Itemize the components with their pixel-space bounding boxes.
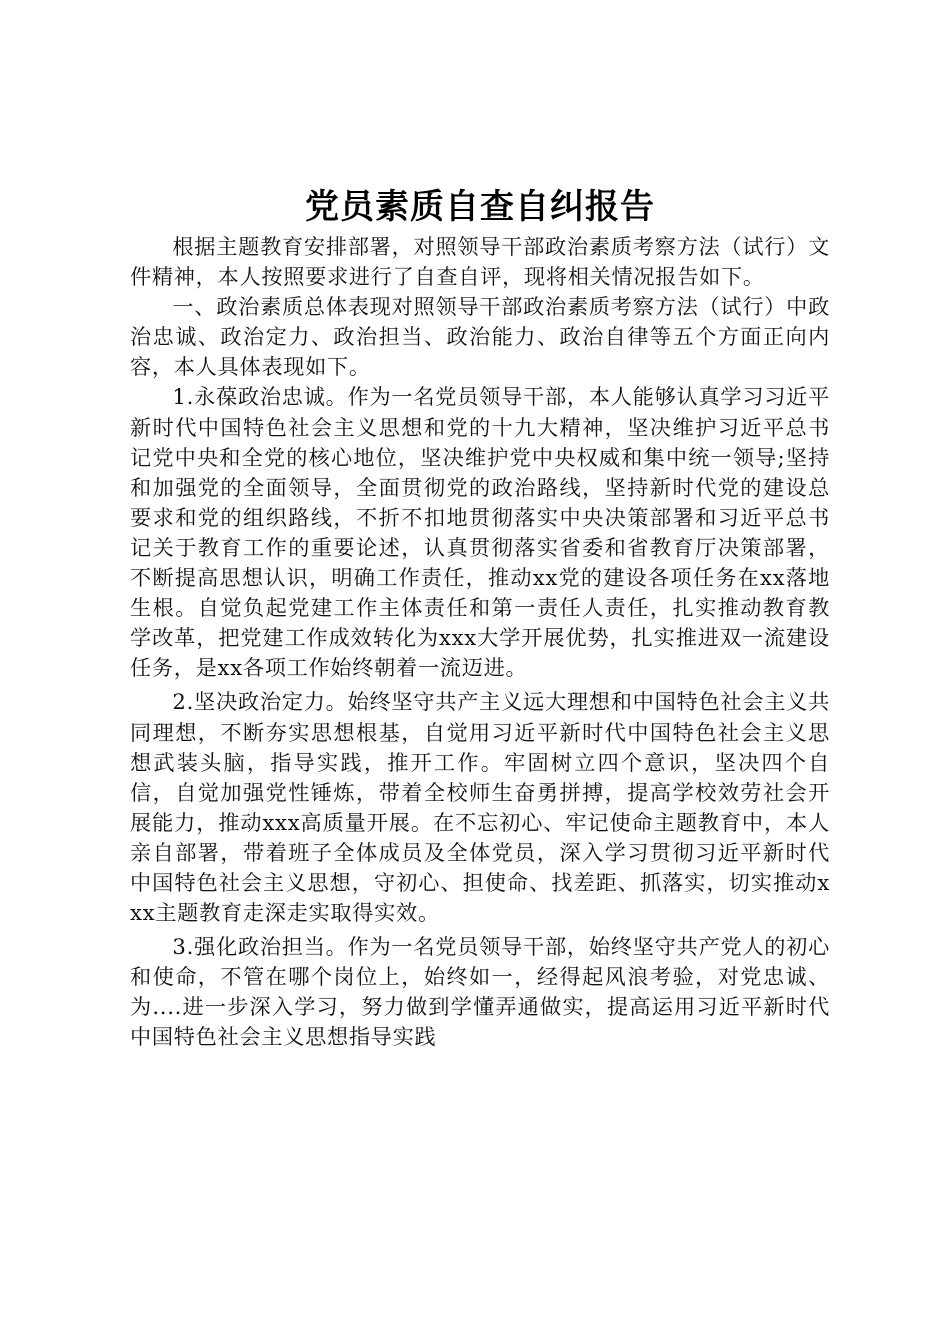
political-responsibility-paragraph: 3.强化政治担当。作为一名党员领导干部，始终坚守共产党人的初心和使命，不管在哪个岗位上，始终如一，经得起风浪考验，对党忠诚、为....进一步深入学习，努力做到学懂弄通做实，提高运用习近平新时代中国特色社会主义思想指导实践 (130, 934, 830, 1050)
document-body (130, 232, 830, 1053)
intro-paragraph: 根据主题教育安排部署，对照领导干部政治素质考察方法（试行）文件精神，本人按照要求进行了自查自评，现将相关情况报告如下。 (130, 234, 830, 290)
document-page (130, 0, 830, 1344)
political-resolve-paragraph: 2.坚决政治定力。始终坚守共产主义远大理想和中国特色社会主义共同理想，不断夯实思想根基，自觉用习近平新时代中国特色社会主义思想武装头脑，指导实践，推开工作。牢固树立四个意识，坚决四个自信，自觉加强党性锤炼，带着全校师生奋勇拼搏，提高学校效劳社会开展能力，推动xxx高质量开展。在不忘初心、牢记使命主题教育中，本人亲自部署，带着班子全体成员及全体党员，深入学习贯彻习近平新时代中国特色社会主义思想，守初心、担使命、找差距、抓落实，切实推动xxx主题教育走深走实取得实效。 (130, 689, 830, 926)
document-title: 党员素质自查自纠报告 (305, 187, 655, 227)
political-loyalty-paragraph: 1.永葆政治忠诚。作为一名党员领导干部，本人能够认真学习习近平新时代中国特色社会主义思想和党的十九大精神，坚决维护习近平总书记党中央和全党的核心地位，坚决维护党中央权威和集中统一领导;坚持和加强党的全面领导，全面贯彻党的政治路线，坚持新时代党的建设总要求和党的组织路线，不折不扣地贯彻落实中央决策部署和习近平总书记关于教育工作的重要论述，认真贯彻落实省委和省教育厅决策部署，不断提高思想认识，明确工作责任，推动xx党的建设各项任务在xx落地生根。自觉负起党建工作主体责任和第一责任人责任，扎实推动教育教学改革，把党建工作成效转化为xxx大学开展优势，扎实推进双一流建设任务，是xx各项工作始终朝着一流迈进。 (130, 384, 830, 681)
section-one-paragraph: 一、政治素质总体表现对照领导干部政治素质考察方法（试行）中政治忠诚、政治定力、政治担当、政治能力、政治自律等五个方面正向内容，本人具体表现如下。 (130, 294, 830, 380)
